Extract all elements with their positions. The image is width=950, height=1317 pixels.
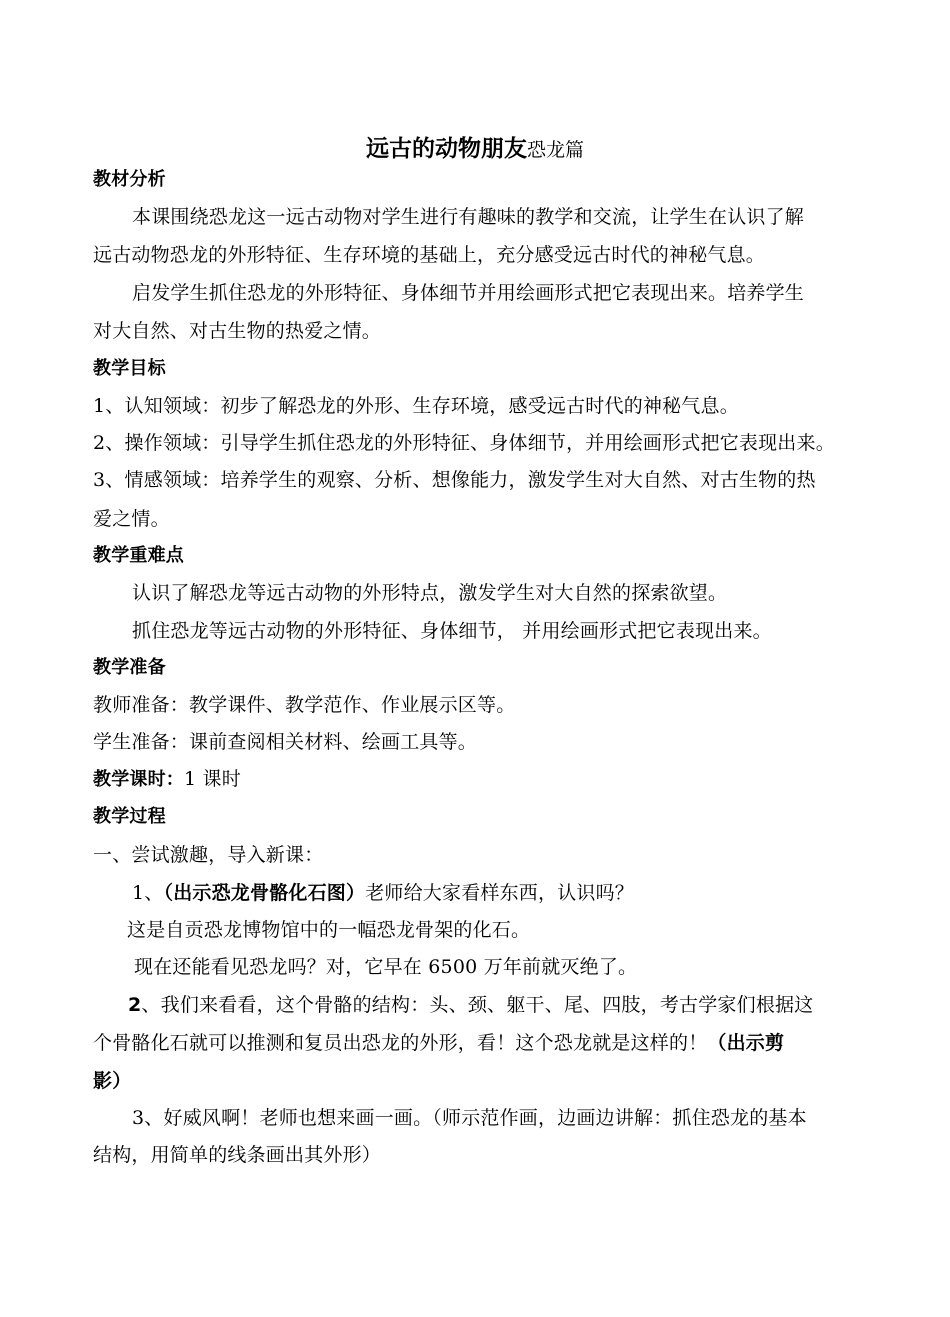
analysis-paragraph-1-line-1: 本课围绕恐龙这一远古动物对学生进行有趣味的教学和交流，让学生在认识了解 — [132, 206, 805, 228]
goal-item-3-line-1: 3、情感领域：培养学生的观察、分析、想像能力，激发学生对大自然、对古生物的热 — [93, 469, 816, 491]
heading-teaching-goals: 教学目标 — [93, 358, 166, 379]
step-2-bold-note-end: 影） — [93, 1070, 132, 1092]
analysis-paragraph-1-line-2: 远古动物恐龙的外形特征、生存环境的基础上，充分感受远古时代的神秘气息。 — [93, 244, 766, 266]
analysis-paragraph-2-line-1: 启发学生抓住恐龙的外形特征、身体细节并用绘画形式把它表现出来。培养学生 — [132, 282, 805, 304]
process-part-1-title: 一、尝试激趣，导入新课： — [93, 844, 324, 866]
step-2-number: 2 — [128, 994, 142, 1016]
step-2-text-2: 个骨骼化石就可以推测和复员出恐龙的外形，看！这个恐龙就是这样的！ — [93, 1032, 708, 1054]
process-step-1-line-3: 现在还能看见恐龙吗？对，它早在 6500 万年前就灭绝了。 — [134, 956, 638, 978]
goal-item-3-line-2: 爱之情。 — [93, 508, 170, 530]
heading-textbook-analysis: 教材分析 — [93, 169, 166, 190]
step-1-number: 1、 — [132, 882, 164, 904]
process-step-2-line-1 — [128, 993, 813, 1017]
analysis-paragraph-2-line-2: 对大自然、对古生物的热爱之情。 — [93, 320, 382, 342]
title-subtitle: 恐龙篇 — [526, 139, 584, 161]
heading-key-difficulties: 教学重难点 — [93, 545, 184, 566]
process-step-1-line-2: 这是自贡恐龙博物馆中的一幅恐龙骨架的化石。 — [127, 919, 531, 941]
step-2-text-1: 、我们来看看，这个骨骼的结构：头、颈、躯干、尾、四肢，考古学家们根据这 — [141, 994, 814, 1016]
title-main: 远古的动物朋友 — [365, 136, 527, 162]
goal-item-2: 2、操作领域：引导学生抓住恐龙的外形特征、身体细节，并用绘画形式把它表现出来。 — [93, 432, 835, 454]
process-step-1-line-1 — [132, 881, 634, 905]
step-1-bold-note: （出示恐龙骨骼化石图） — [163, 882, 366, 904]
step-1-text: 老师给大家看样东西，认识吗？ — [365, 882, 635, 904]
class-hours-value: 1 课时 — [184, 768, 241, 790]
goal-item-1: 1、认知领域：初步了解恐龙的外形、生存环境，感受远古时代的神秘气息。 — [93, 395, 739, 417]
process-step-3-line-2: 结构，用简单的线条画出其外形） — [93, 1144, 382, 1166]
class-hours-label: 教学课时： — [93, 769, 184, 790]
process-step-2-line-2 — [93, 1031, 784, 1055]
difficulty-line-2: 抓住恐龙等远古动物的外形特征、身体细节， 并用绘画形式把它表现出来。 — [132, 620, 772, 642]
teacher-preparation: 教师准备：教学课件、教学范作、作业展示区等。 — [93, 694, 516, 716]
heading-teaching-preparation: 教学准备 — [93, 657, 166, 678]
class-hours-line — [93, 767, 241, 792]
difficulty-line-1: 认识了解恐龙等远古动物的外形特点，激发学生对大自然的探索欲望。 — [132, 582, 728, 604]
step-2-bold-note-start: （出示剪 — [707, 1032, 785, 1054]
document-title — [0, 130, 950, 163]
student-preparation: 学生准备：课前查阅相关材料、绘画工具等。 — [93, 731, 478, 753]
process-step-2-line-3 — [93, 1069, 131, 1093]
heading-teaching-process: 教学过程 — [93, 806, 166, 827]
process-step-3-line-1: 3、好威风啊！老师也想来画一画。（师示范作画，边画边讲解：抓住恐龙的基本 — [132, 1107, 807, 1129]
